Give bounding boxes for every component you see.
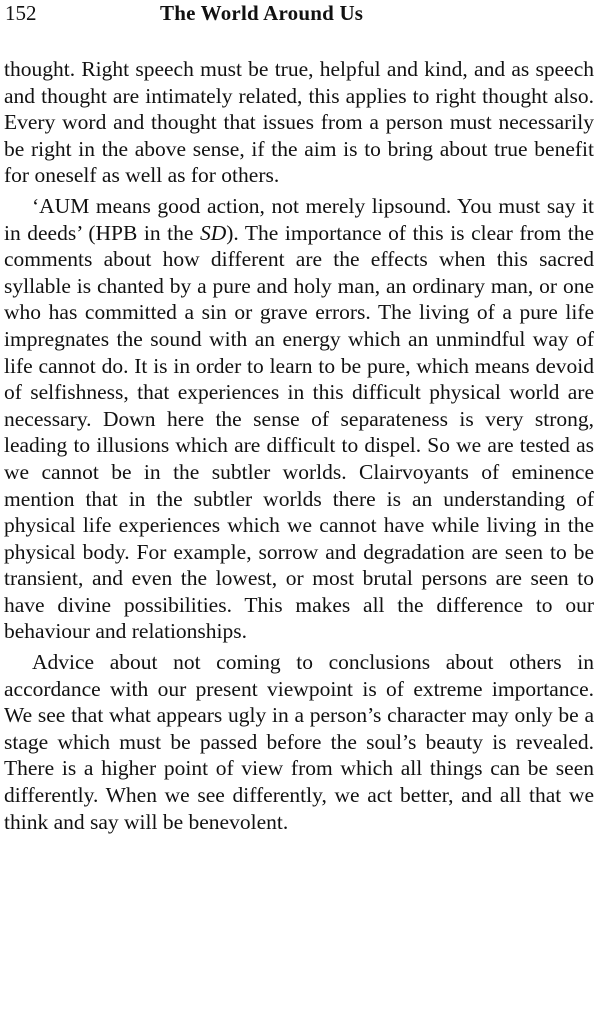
paragraph-2	[4, 193, 594, 645]
page-number: 152	[5, 1, 37, 25]
paragraph-3: Advice about not coming to conclusions about others in accordance with our present viewpoint is of extreme importance. We see that what appears ugly in a person’s character may only be a stage which must be passed before the soul’s beauty is revealed. There is a higher point of view from which all things can be seen differently. When we see differently, we act better, and all that we think and say will be benevolent.	[4, 650, 594, 834]
paragraph-1: thought. Right speech must be true, helpful and kind, and as speech and thought are intimately related, this applies to right thought also. Every word and thought that issues from a person must necessarily be right in the above sense, if the aim is to bring about true benefit for oneself as well as for others.	[4, 57, 594, 188]
running-title: The World Around Us	[160, 1, 364, 25]
paragraph-2-italic-sd: SD	[199, 220, 227, 245]
body-text	[4, 56, 594, 835]
paragraph-2-text-after-italic: ). The importance of this is clear from the comments about how different are the effects when this sacred syllable is chanted by a pure and holy man, an ordinary man, or one who has committed a sin or grave errors. The living of a pure life impregnates the sound with an energy which an unmindful way of life cannot do. It is in order to learn to be pure, which means devoid of selfishness, that experiences in this difficult physical world are necessary. Down here the sense of separateness is very strong, leading to illusions which are difficult to dispel. So we are tested as we cannot be in the subtler worlds. Clairvoyants of eminence mention that in the subtler worlds there is an understanding of physical life experiences which we cannot have while living in the physical body. For example, sorrow and degradation are seen to be transient, and even the lowest, or most brutal persons are seen to have divine possibilities. This makes all the difference to our behaviour and relationships.	[4, 220, 594, 644]
paragraph-2-text-before-italic: ‘AUM means good action, not merely lipsound. You must say it in deeds’ (HPB in the	[4, 193, 594, 245]
running-head	[0, 0, 600, 30]
